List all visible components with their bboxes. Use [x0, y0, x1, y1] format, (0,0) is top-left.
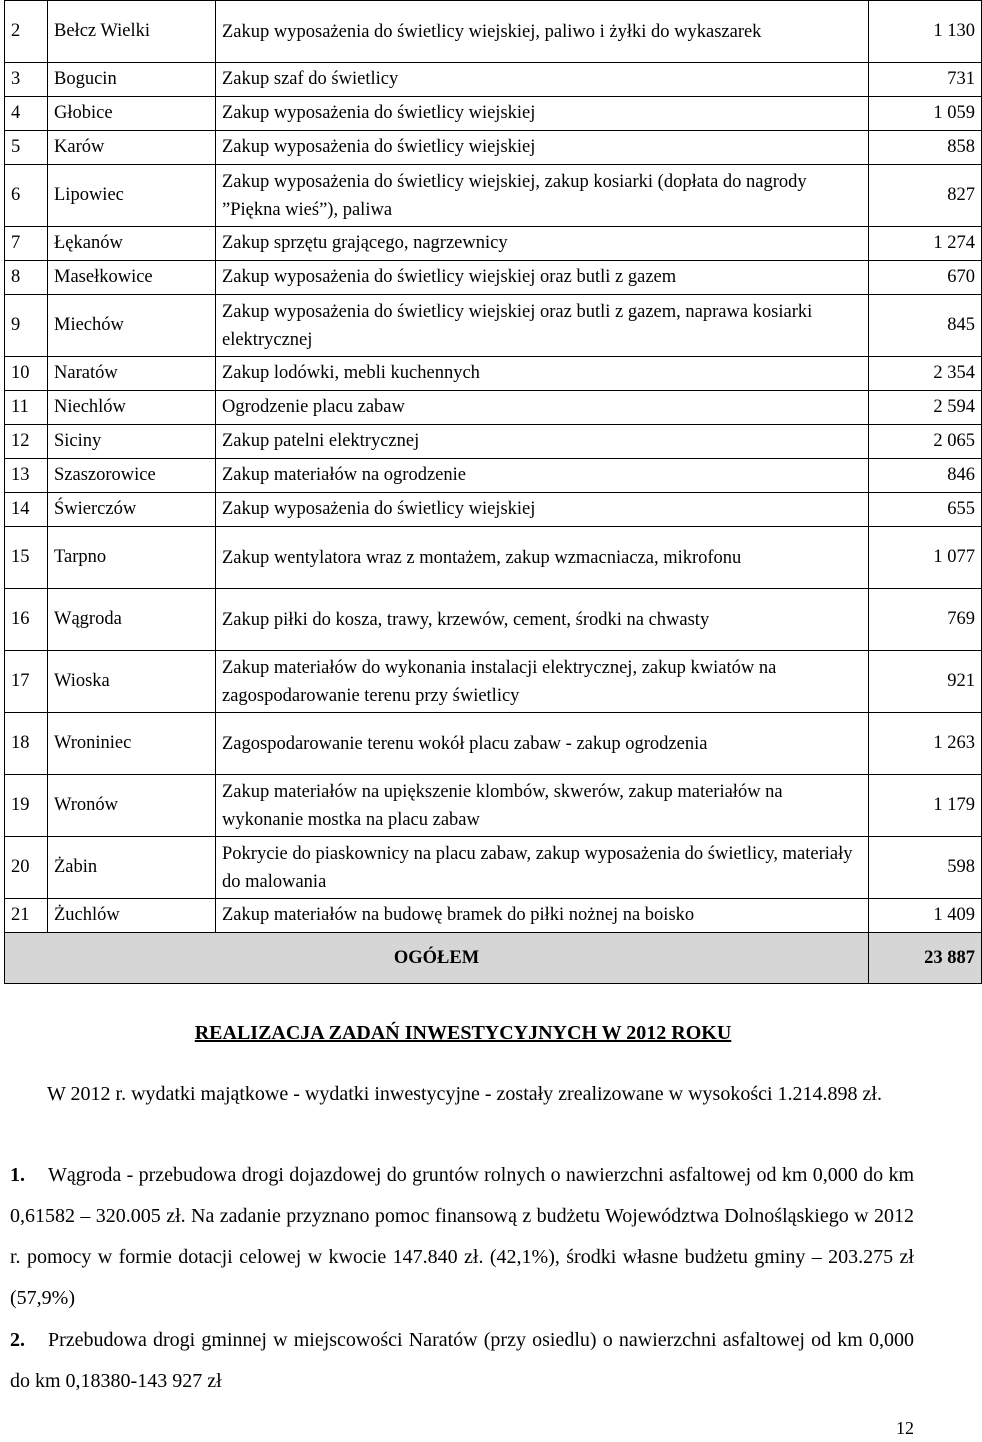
row-number: 10 — [5, 357, 48, 391]
row-description: Zakup materiałów do wykonania instalacji elektrycznej, zakup kwiatów na zagospodarowanie terenu przy świetlicy — [216, 651, 869, 713]
row-village: Masełkowice — [48, 261, 216, 295]
row-village: Naratów — [48, 357, 216, 391]
row-village: Wioska — [48, 651, 216, 713]
row-number: 19 — [5, 775, 48, 837]
row-village: Szaszorowice — [48, 459, 216, 493]
row-number: 14 — [5, 493, 48, 527]
total-row — [5, 933, 982, 984]
row-amount: 731 — [869, 63, 982, 97]
row-number: 17 — [5, 651, 48, 713]
row-village: Niechlów — [48, 391, 216, 425]
list-item-text: Wągroda - przebudowa drogi dojazdowej do gruntów rolnych o nawierzchni asfaltowej od km 0,000 do km 0,61582 – 320.005 zł. Na zadanie przyznano pomoc finansową z budżetu Województwa Dolnośląskiego w 2012 r. pomocy w formie dotacji celowej w kwocie 147.840 zł. (42,1%), środki własne budżetu gminy – 203.275 zł (57,9%) — [10, 1164, 914, 1309]
table-row — [5, 425, 982, 459]
row-number: 16 — [5, 589, 48, 651]
table-row — [5, 651, 982, 713]
row-village: Bełcz Wielki — [48, 1, 216, 63]
row-amount: 2 065 — [869, 425, 982, 459]
row-description: Zakup lodówki, mebli kuchennych — [216, 357, 869, 391]
row-description: Zakup piłki do kosza, trawy, krzewów, cement, środki na chwasty — [216, 589, 869, 651]
row-description: Zakup patelni elektrycznej — [216, 425, 869, 459]
table-row — [5, 227, 982, 261]
row-description: Zakup materiałów na budowę bramek do piłki nożnej na boisko — [216, 899, 869, 933]
table-row — [5, 899, 982, 933]
row-village: Lipowiec — [48, 165, 216, 227]
row-amount: 1 179 — [869, 775, 982, 837]
row-amount: 1 263 — [869, 713, 982, 775]
table-row — [5, 837, 982, 899]
row-amount: 670 — [869, 261, 982, 295]
row-amount: 769 — [869, 589, 982, 651]
row-village: Wroniniec — [48, 713, 216, 775]
total-value: 23 887 — [869, 933, 982, 984]
row-amount: 1 274 — [869, 227, 982, 261]
row-description: Ogrodzenie placu zabaw — [216, 391, 869, 425]
row-number: 4 — [5, 97, 48, 131]
row-village: Tarpno — [48, 527, 216, 589]
table-row — [5, 527, 982, 589]
row-description: Zakup materiałów na upiększenie klombów, skwerów, zakup materiałów na wykonanie mostka na placu zabaw — [216, 775, 869, 837]
row-village: Żabin — [48, 837, 216, 899]
row-amount: 846 — [869, 459, 982, 493]
intro-paragraph — [10, 1075, 914, 1113]
list-item-number: 1. — [10, 1164, 25, 1186]
row-number: 7 — [5, 227, 48, 261]
table-row — [5, 261, 982, 295]
row-village: Łękanów — [48, 227, 216, 261]
row-description: Zakup wyposażenia do świetlicy wiejskiej, zakup kosiarki (dopłata do nagrody ˮPiękna wieśˮ), paliwa — [216, 165, 869, 227]
row-description: Zakup wyposażenia do świetlicy wiejskiej oraz butli z gazem, naprawa kosiarki elektrycznej — [216, 295, 869, 357]
row-description: Zakup wyposażenia do świetlicy wiejskiej, paliwo i żyłki do wykaszarek — [216, 1, 869, 63]
row-description: Zakup wyposażenia do świetlicy wiejskiej — [216, 131, 869, 165]
row-description: Zakup szaf do świetlicy — [216, 63, 869, 97]
row-village: Głobice — [48, 97, 216, 131]
row-number: 5 — [5, 131, 48, 165]
row-amount: 1 077 — [869, 527, 982, 589]
table-row — [5, 165, 982, 227]
table-row — [5, 713, 982, 775]
row-number: 8 — [5, 261, 48, 295]
table-row — [5, 1, 982, 63]
row-amount: 921 — [869, 651, 982, 713]
row-number: 21 — [5, 899, 48, 933]
list-item — [10, 1155, 914, 1319]
row-village: Wągroda — [48, 589, 216, 651]
page-number: 12 — [896, 1418, 914, 1438]
row-village: Bogucin — [48, 63, 216, 97]
row-village: Wronów — [48, 775, 216, 837]
row-village: Siciny — [48, 425, 216, 459]
row-number: 18 — [5, 713, 48, 775]
row-amount: 845 — [869, 295, 982, 357]
row-description: Zakup sprzętu grającego, nagrzewnicy — [216, 227, 869, 261]
table-row — [5, 97, 982, 131]
table-row — [5, 295, 982, 357]
row-number: 6 — [5, 165, 48, 227]
row-amount: 598 — [869, 837, 982, 899]
row-number: 11 — [5, 391, 48, 425]
row-amount: 1 059 — [869, 97, 982, 131]
row-village: Miechów — [48, 295, 216, 357]
row-number: 3 — [5, 63, 48, 97]
table-row — [5, 63, 982, 97]
row-village: Żuchlów — [48, 899, 216, 933]
budget-table — [4, 0, 982, 984]
table-row — [5, 131, 982, 165]
row-description: Zakup wyposażenia do świetlicy wiejskiej — [216, 493, 869, 527]
row-description: Zakup materiałów na ogrodzenie — [216, 459, 869, 493]
row-number: 13 — [5, 459, 48, 493]
row-number: 9 — [5, 295, 48, 357]
row-amount: 655 — [869, 493, 982, 527]
row-description: Zakup wyposażenia do świetlicy wiejskiej oraz butli z gazem — [216, 261, 869, 295]
list-item-number: 2. — [10, 1329, 25, 1351]
list-item-text: Przebudowa drogi gminnej w miejscowości Naratów (przy osiedlu) o nawierzchni asfaltowej od km 0,000 do km 0,18380-143 927 zł — [10, 1329, 914, 1392]
row-amount: 2 594 — [869, 391, 982, 425]
row-number: 2 — [5, 1, 48, 63]
row-number: 20 — [5, 837, 48, 899]
row-amount: 1 130 — [869, 1, 982, 63]
row-village: Świerczów — [48, 493, 216, 527]
row-amount: 2 354 — [869, 357, 982, 391]
row-amount: 1 409 — [869, 899, 982, 933]
table-row — [5, 775, 982, 837]
list-item — [10, 1320, 914, 1402]
total-label: OGÓŁEM — [5, 933, 869, 984]
row-description: Zakup wyposażenia do świetlicy wiejskiej — [216, 97, 869, 131]
row-description: Pokrycie do piaskownicy na placu zabaw, zakup wyposażenia do świetlicy, materiały do malowania — [216, 837, 869, 899]
row-amount: 827 — [869, 165, 982, 227]
table-row — [5, 357, 982, 391]
row-description: Zakup wentylatora wraz z montażem, zakup wzmacniacza, mikrofonu — [216, 527, 869, 589]
table-row — [5, 459, 982, 493]
table-row — [5, 589, 982, 651]
row-amount: 858 — [869, 131, 982, 165]
table-row — [5, 391, 982, 425]
section-heading: REALIZACJA ZADAŃ INWESTYCYJNYCH W 2012 ROKU — [194, 1022, 732, 1044]
table-row — [5, 493, 982, 527]
row-number: 12 — [5, 425, 48, 459]
row-village: Karów — [48, 131, 216, 165]
row-description: Zagospodarowanie terenu wokół placu zabaw - zakup ogrodzenia — [216, 713, 869, 775]
intro-text: W 2012 r. wydatki majątkowe - wydatki inwestycyjne - zostały zrealizowane w wysokości 1.214.898 zł. — [47, 1083, 882, 1105]
row-number: 15 — [5, 527, 48, 589]
